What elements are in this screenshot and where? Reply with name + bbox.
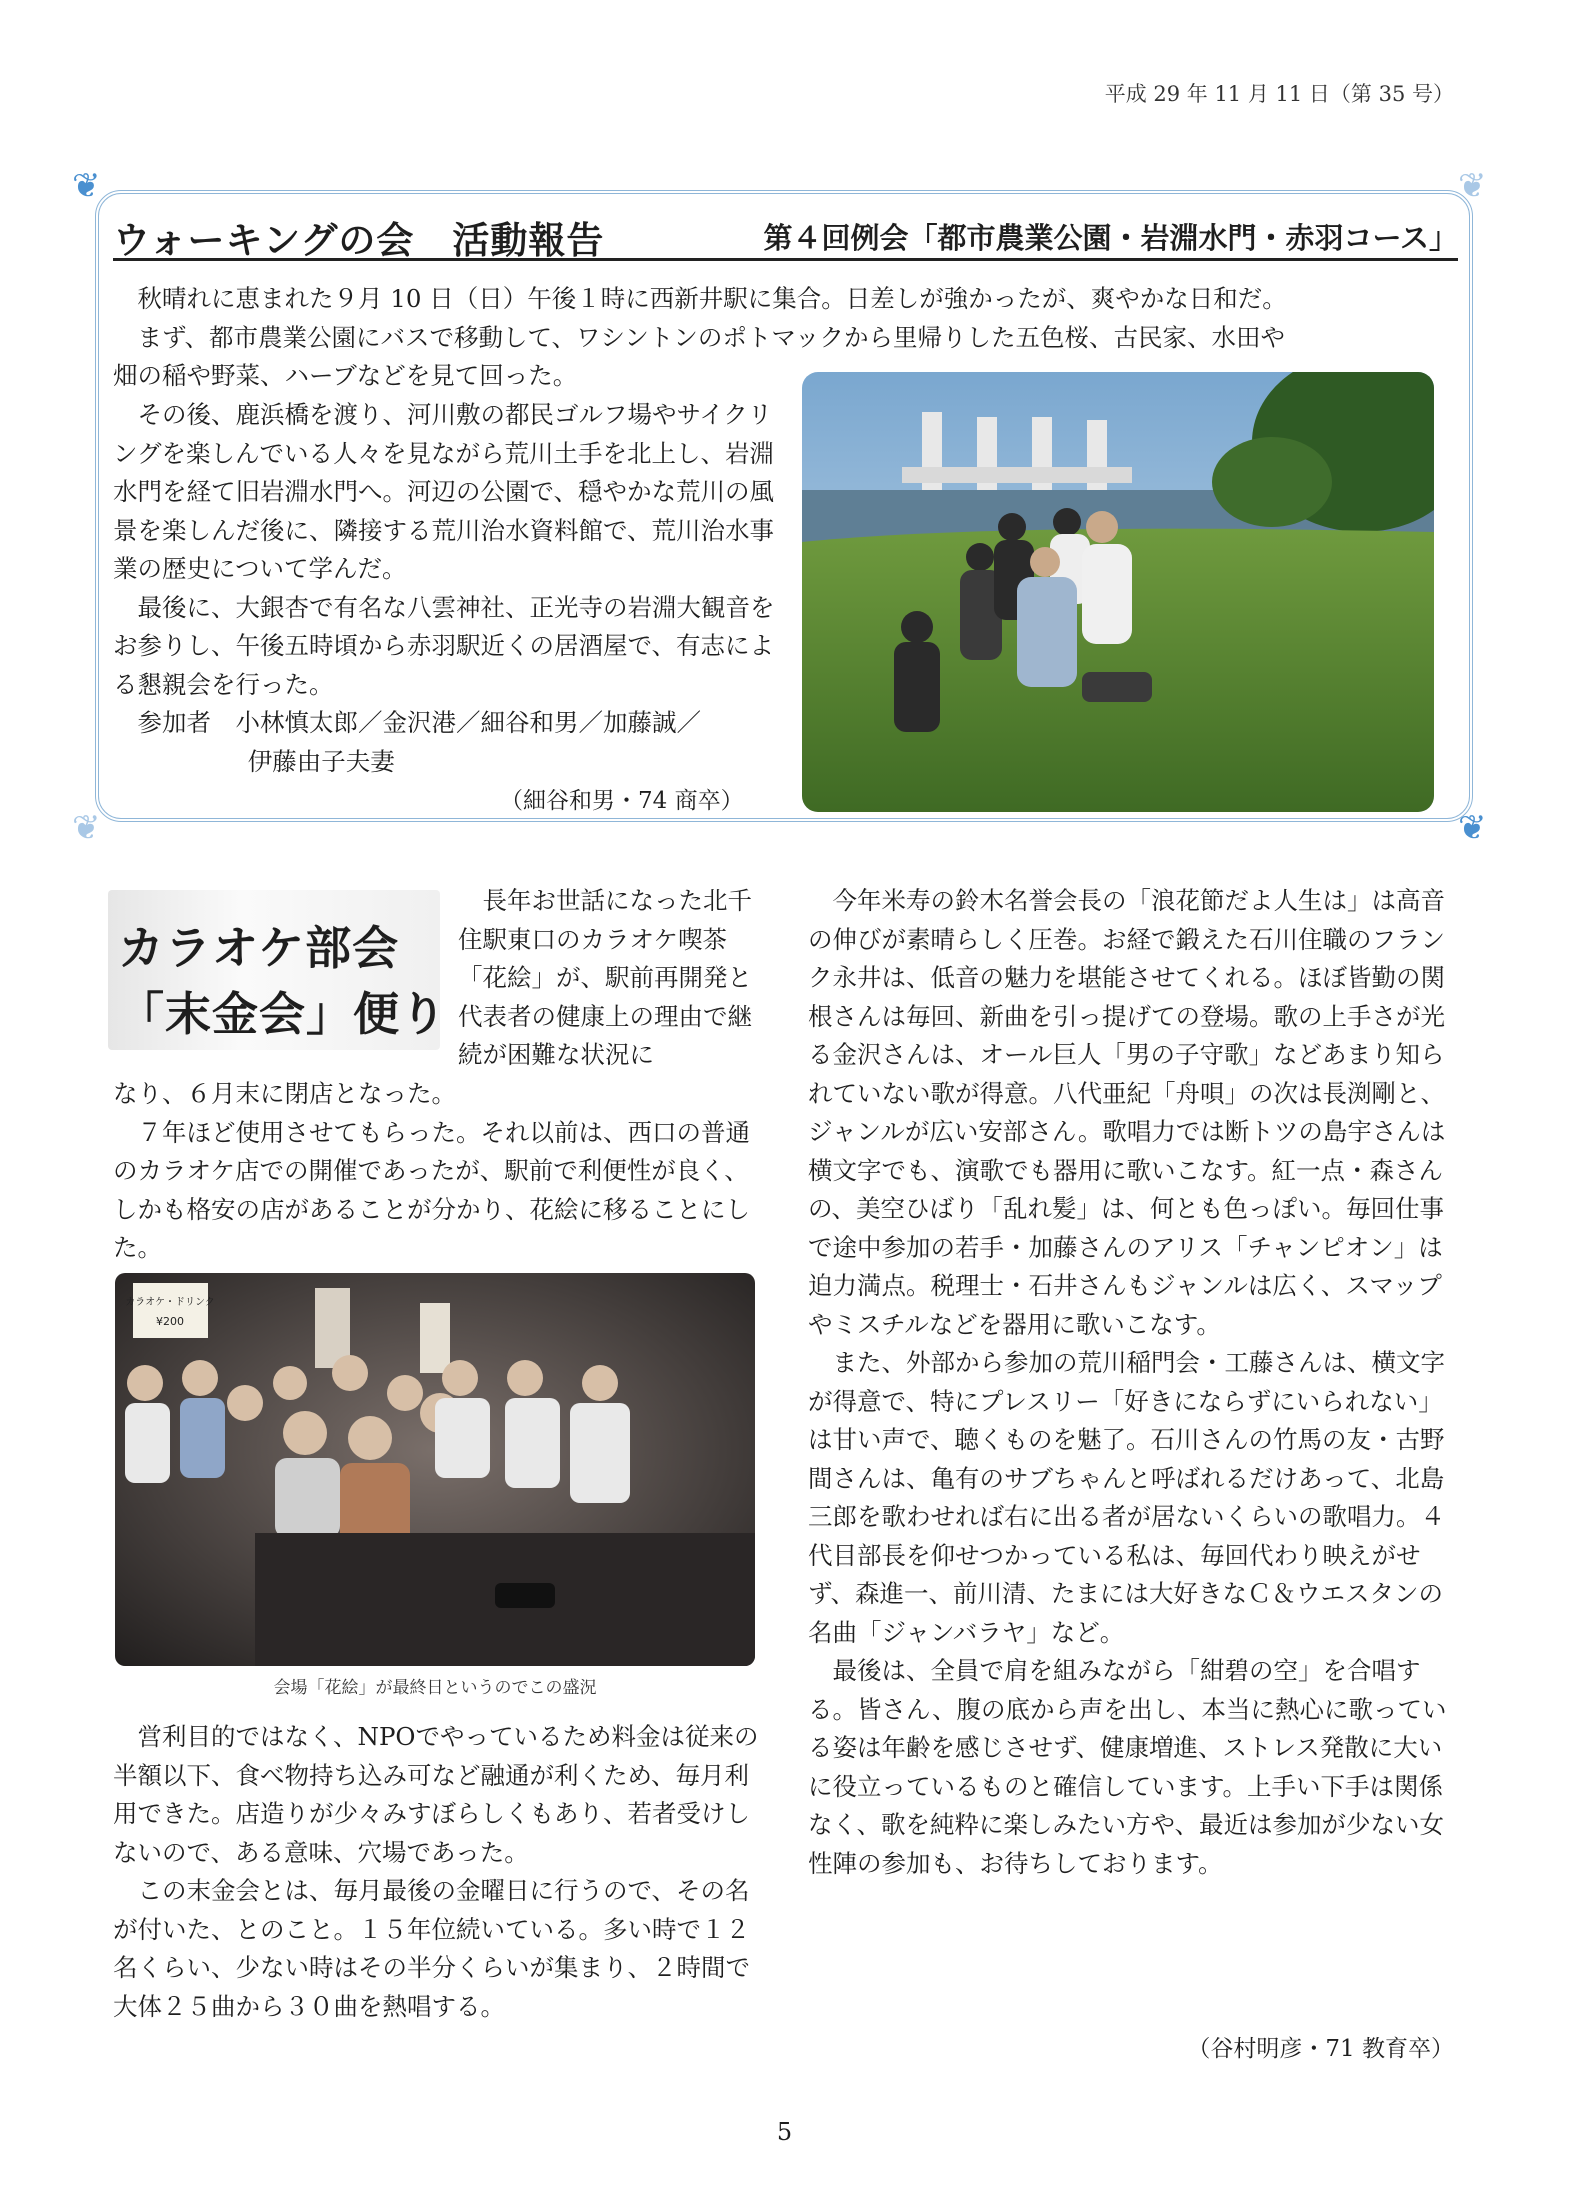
ribbon-ornament-icon: ❦ xyxy=(72,166,101,206)
karaoke-paragraph: 今年米寿の鈴木名誉会長の「浪花節だよ人生は」は高音の伸びが素晴らしく圧巻。お経で鍛えた石川住職のフランク永井は、低音の魅力を堪能させてくれる。ほぼ皆勤の関根さんは毎回、新曲を引っ提げての登場。歌の上手さが光る金沢さんは、オール巨人「男の子守歌」などあまり知られていない歌が得意。八代亜紀「舟唄」の次は長渕剛と、ジャンルが広い安部さん。歌唱力では断トツの島宇さんは横文字でも、演歌でも器用に歌いこなす。紅一点・森さんの、美空ひばり「乱れ髪」は、何とも色っぽい。毎回仕事で途中参加の若手・加藤さんのアリス「チャンピオン」は迫力満点。税理士・石井さんもジャンルは広く、スマップやミスチルなどを器用に歌いこなす。 xyxy=(808,886,1446,1339)
photo-sign-text: カラオケ・ドリンク xyxy=(125,1297,215,1308)
karaoke-intro-text: 長年お世話になった北千住駅東口のカラオケ喫茶「花絵」が、駅前再開発と代表者の健康上の理由で継続が困難な状況に xyxy=(458,886,752,1069)
page-number: 5 xyxy=(776,2118,793,2146)
ribbon-ornament-icon: ❦ xyxy=(72,808,101,848)
karaoke-group-photo xyxy=(115,1273,755,1666)
walking-participants: 参加者 小林慎太郎／金沢港／細谷和男／加藤誠／ xyxy=(137,708,701,737)
karaoke-title-panel xyxy=(108,890,447,1050)
walking-signature: （細谷和男・74 商卒） xyxy=(500,788,744,814)
walking-body xyxy=(113,396,788,781)
walking-intro-line: まず、都市農業公園にバスで移動して、ワシントンのポトマックから里帰りした五色桜、古民家、水田や xyxy=(113,322,1285,352)
karaoke-paragraph: なり、６月末に閉店となった。 xyxy=(113,1079,456,1108)
karaoke-left-bottom xyxy=(113,1718,763,2026)
issue-date-header: 平成 29 年 11 月 11 日（第 35 号） xyxy=(1104,82,1454,106)
karaoke-title-line: 「末金会」便り xyxy=(118,987,447,1041)
walking-participants: 伊藤由子夫妻 xyxy=(247,746,395,776)
karaoke-right-column xyxy=(808,882,1453,1883)
walking-title: ウォーキングの会 活動報告 xyxy=(113,219,605,262)
ribbon-ornament-icon: ❦ xyxy=(1458,166,1487,206)
ribbon-ornament-icon: ❦ xyxy=(1458,808,1487,848)
karaoke-intro xyxy=(458,882,758,1075)
photo-caption: 会場「花絵」が最終日というのでこの盛況 xyxy=(273,1678,597,1698)
karaoke-paragraph: 最後は、全員で肩を組みながら「紺碧の空」を合唱する。皆さん、腹の底から声を出し、本当に熱心に歌っている姿は年齢を感じさせず、健康増進、ストレス発散に大いに役立っているものと確信しています。上手い下手は関係なく、歌を純粋に楽しみたい方や、最近は参加が少ない女性陣の参加も、お待ちしております。 xyxy=(808,1656,1447,1878)
walking-intro-line: 秋晴れに恵まれた９月 10 日（日）午後１時に西新井駅に集合。日差しが強かったが、爽やかな日和だ。 xyxy=(113,284,1287,313)
walking-subtitle: 第４回例会「都市農業公園・岩淵水門・赤羽コース」 xyxy=(763,221,1458,255)
walking-intro-line: 畑の稲や野菜、ハーブなどを見て回った。 xyxy=(113,361,578,390)
walking-heading xyxy=(113,210,1458,262)
heading-rule xyxy=(113,258,1458,261)
karaoke-title-line: カラオケ部会 xyxy=(118,921,400,975)
karaoke-paragraph: ７年ほど使用させてもらった。それ以前は、西口の普通のカラオケ店での開催であったが、駅前で利便性が良く、しかも格安の店があることが分かり、花絵に移ることにした。 xyxy=(113,1117,750,1262)
karaoke-left-body xyxy=(113,1075,763,1268)
photo-sign-text: ¥200 xyxy=(156,1315,184,1328)
karaoke-paragraph: 営利目的ではなく、NPOでやっているため料金は従来の半額以下、食べ物持ち込み可など融通が利くため、毎月利用できた。店造りが少々みすぼらしくもあり、若者受けしないので、ある意味、穴場であった。 xyxy=(113,1722,759,1867)
karaoke-signature: （谷村明彦・71 教育卒） xyxy=(1187,2036,1454,2062)
walking-paragraph: その後、鹿浜橋を渡り、河川敷の都民ゴルフ場やサイクリングを楽しんでいる人々を見ながら荒川土手を北上し、岩淵水門を経て旧岩淵水門へ。河辺の公園で、穏やかな荒川の風景を楽しんだ後に、隣接する荒川治水資料館で、荒川治水事業の歴史について学んだ。 xyxy=(113,400,775,583)
walking-paragraph: 最後に、大銀杏で有名な八雲神社、正光寺の岩淵大観音をお参りし、午後五時頃から赤羽駅近くの居酒屋で、有志による懇親会を行った。 xyxy=(113,592,775,699)
walking-group-photo xyxy=(802,372,1434,812)
karaoke-paragraph: この末金会とは、毎月最後の金曜日に行うので、その名が付いた、とのこと。１５年位続いている。多い時で１２名くらい、少ない時はその半分くらいが集まり、２時間で大体２５曲から３０曲を熱唱する。 xyxy=(113,1876,750,2021)
karaoke-paragraph: また、外部から参加の荒川稲門会・工藤さんは、横文字が得意で、特にプレスリー「好きにならずにいられない」は甘い声で、聴くものを魅了。石川さんの竹馬の友・古野間さんは、亀有のサブちゃんと呼ばれるだけあって、北島三郎を歌わせれば右に出る者が居ないくらいの歌唱力。４代目部長を仰せつかっている私は、毎回代わり映えがせず、森進一、前川清、たまには大好きなＣ＆ウエスタンの名曲「ジャンバラヤ」など。 xyxy=(808,1348,1445,1647)
